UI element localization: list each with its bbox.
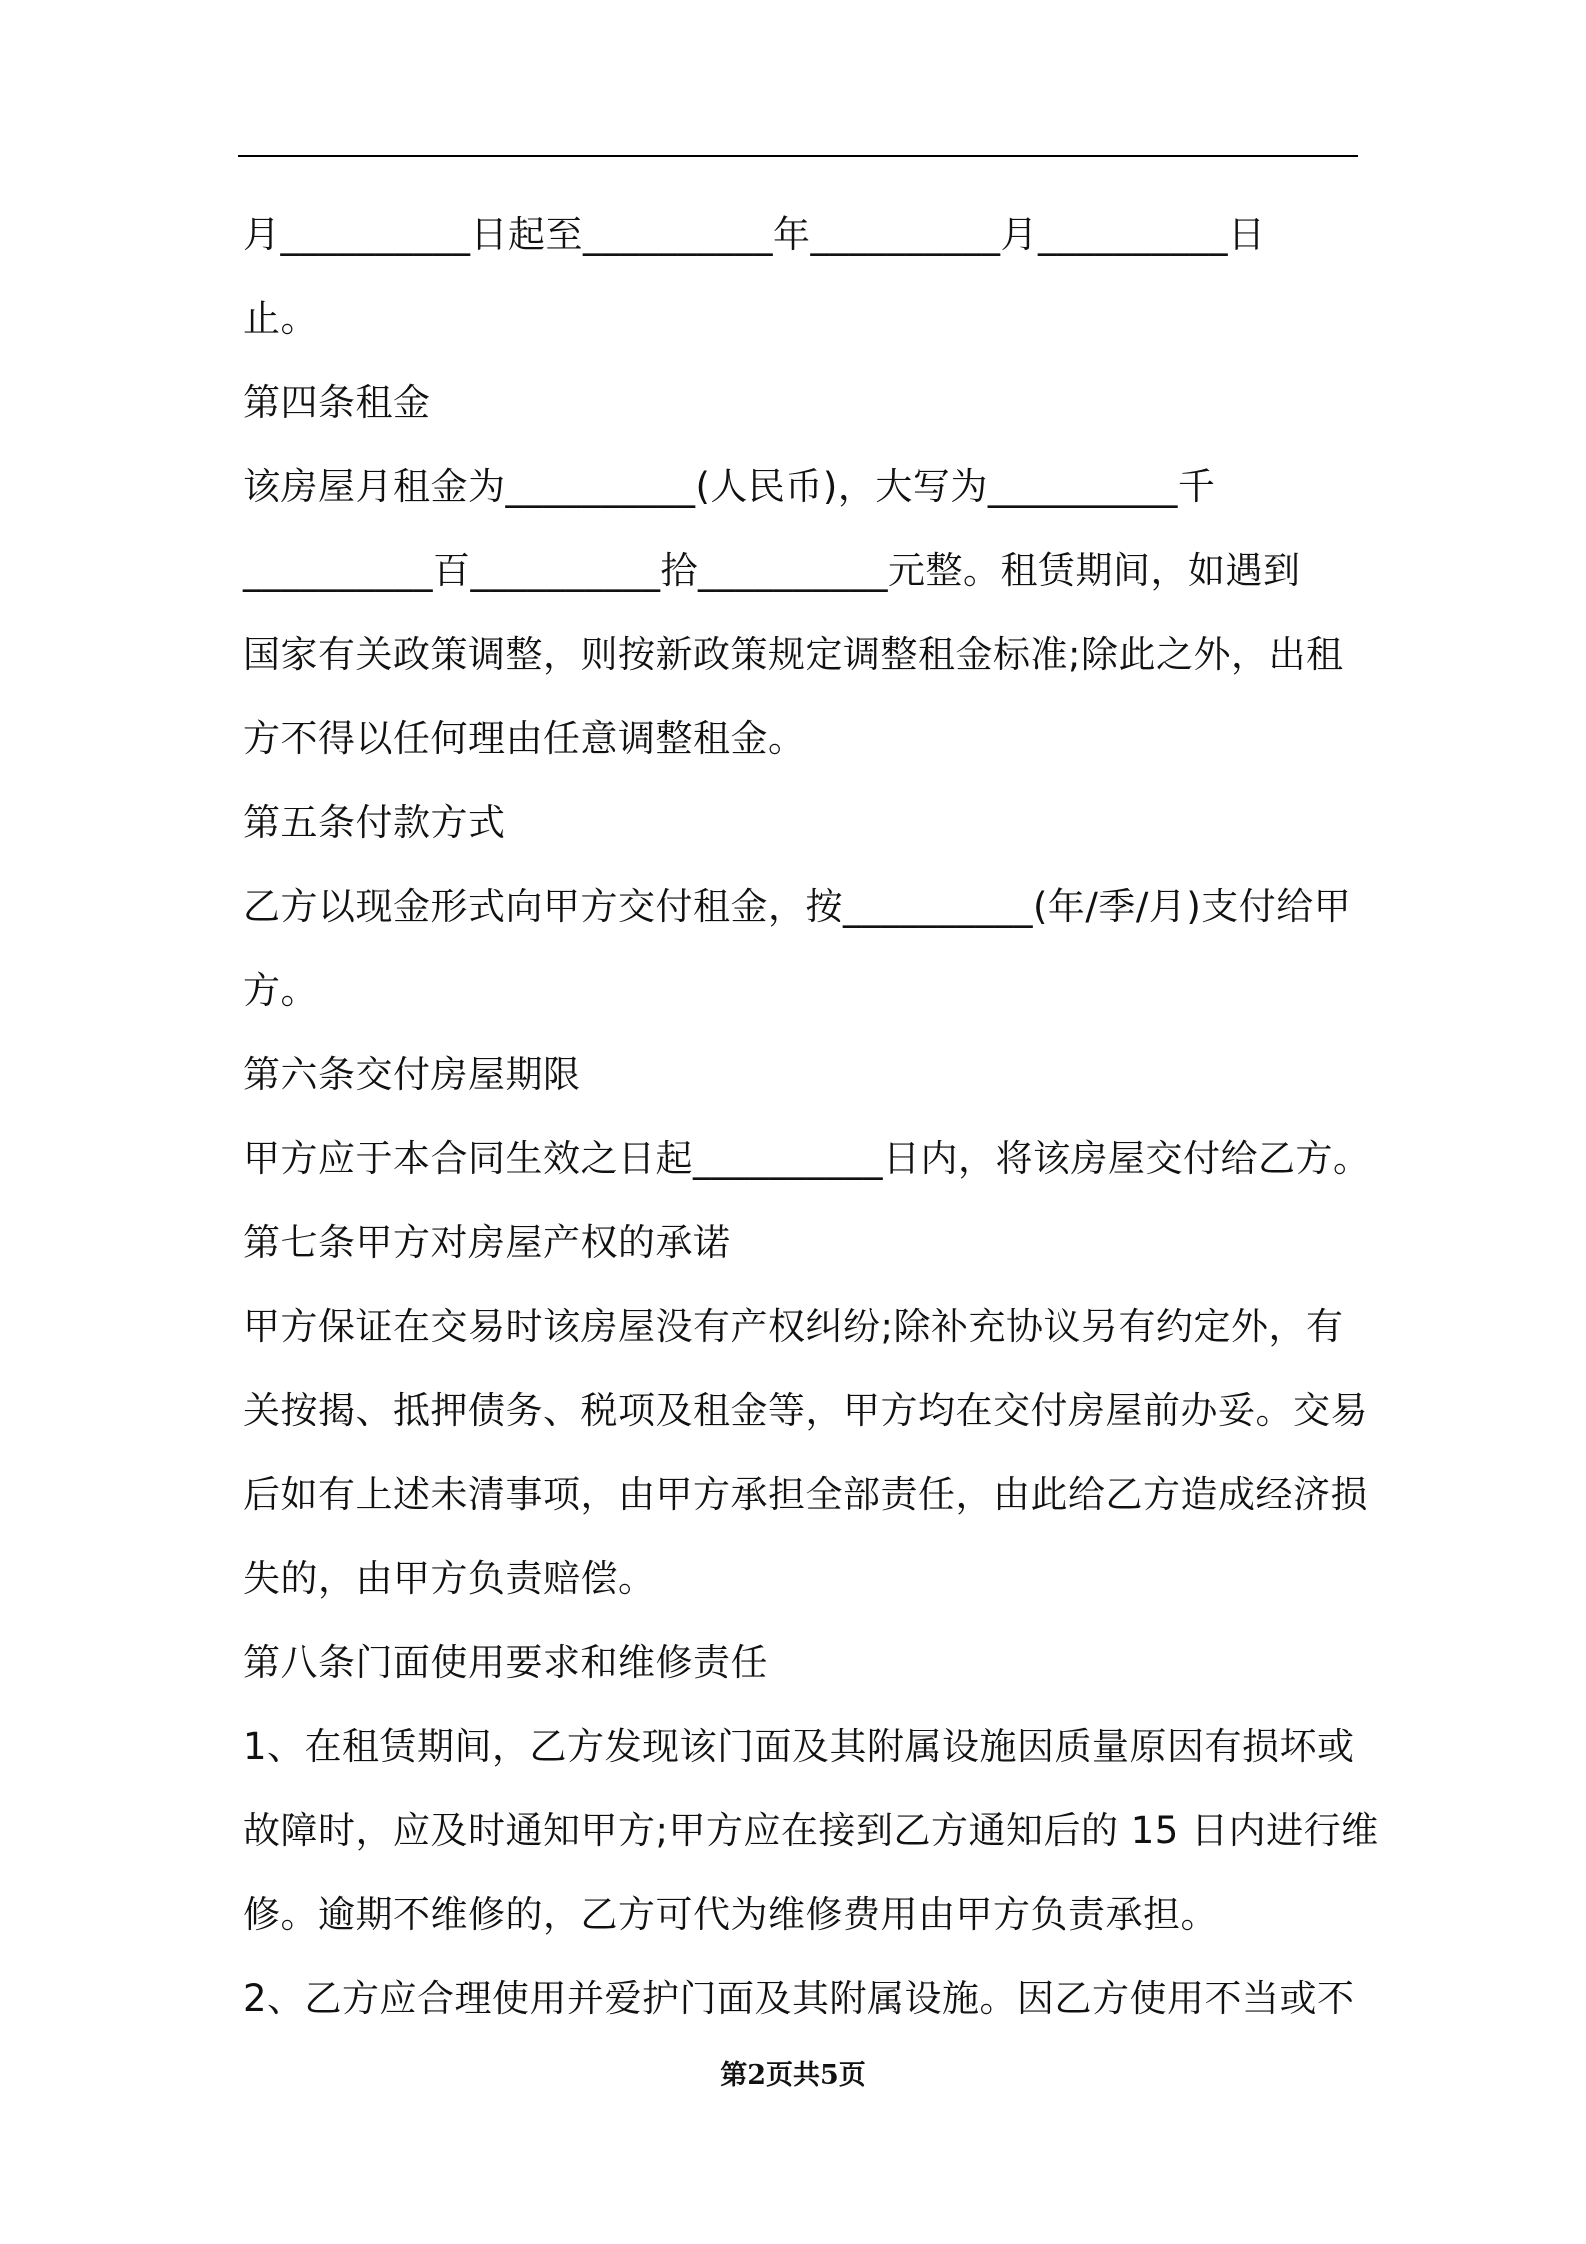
- text-line: 国家有关政策调整，则按新政策规定调整租金标准;除此之外，出租: [243, 633, 1344, 676]
- section-heading: 第五条付款方式: [243, 801, 506, 844]
- text-line: 止。: [243, 297, 318, 340]
- section-heading: 第八条门面使用要求和维修责任: [243, 1641, 768, 1684]
- text-line: 失的，由甲方负责赔偿。: [243, 1557, 656, 1600]
- text-line: 1、在租赁期间，乙方发现该门面及其附属设施因质量原因有损坏或: [243, 1725, 1355, 1768]
- text-line: 2、乙方应合理使用并爱护门面及其附属设施。因乙方使用不当或不: [243, 1977, 1355, 2020]
- text-line: __________百__________拾__________元整。租赁期间，如遇到: [243, 549, 1301, 592]
- text-line: 方。: [243, 969, 318, 1012]
- text-line: 该房屋月租金为__________(人民币)，大写为__________千: [243, 465, 1216, 508]
- text-line: 乙方以现金形式向甲方交付租金，按__________(年/季/月)支付给甲: [243, 885, 1352, 928]
- section-heading: 第七条甲方对房屋产权的承诺: [243, 1221, 731, 1264]
- header-rule: [238, 155, 1358, 157]
- text-line: 后如有上述未清事项，由甲方承担全部责任，由此给乙方造成经济损: [243, 1473, 1368, 1516]
- section-heading: 第四条租金: [243, 381, 431, 424]
- text-line: 甲方保证在交易时该房屋没有产权纠纷;除补充协议另有约定外，有: [243, 1305, 1344, 1348]
- text-line: 月__________日起至__________年__________月__________日: [243, 213, 1266, 256]
- text-line: 修。逾期不维修的，乙方可代为维修费用由甲方负责承担。: [243, 1893, 1218, 1936]
- text-line: 方不得以任何理由任意调整租金。: [243, 717, 806, 760]
- section-heading: 第六条交付房屋期限: [243, 1053, 581, 1096]
- text-line: 甲方应于本合同生效之日起__________日内，将该房屋交付给乙方。: [243, 1137, 1371, 1180]
- text-line: 故障时，应及时通知甲方;甲方应在接到乙方通知后的 15 日内进行维: [243, 1809, 1379, 1852]
- page-number: 第2页共5页: [720, 2060, 866, 2091]
- text-line: 关按揭、抵押债务、税项及租金等，甲方均在交付房屋前办妥。交易: [243, 1389, 1368, 1432]
- document-body: [243, 193, 1379, 2041]
